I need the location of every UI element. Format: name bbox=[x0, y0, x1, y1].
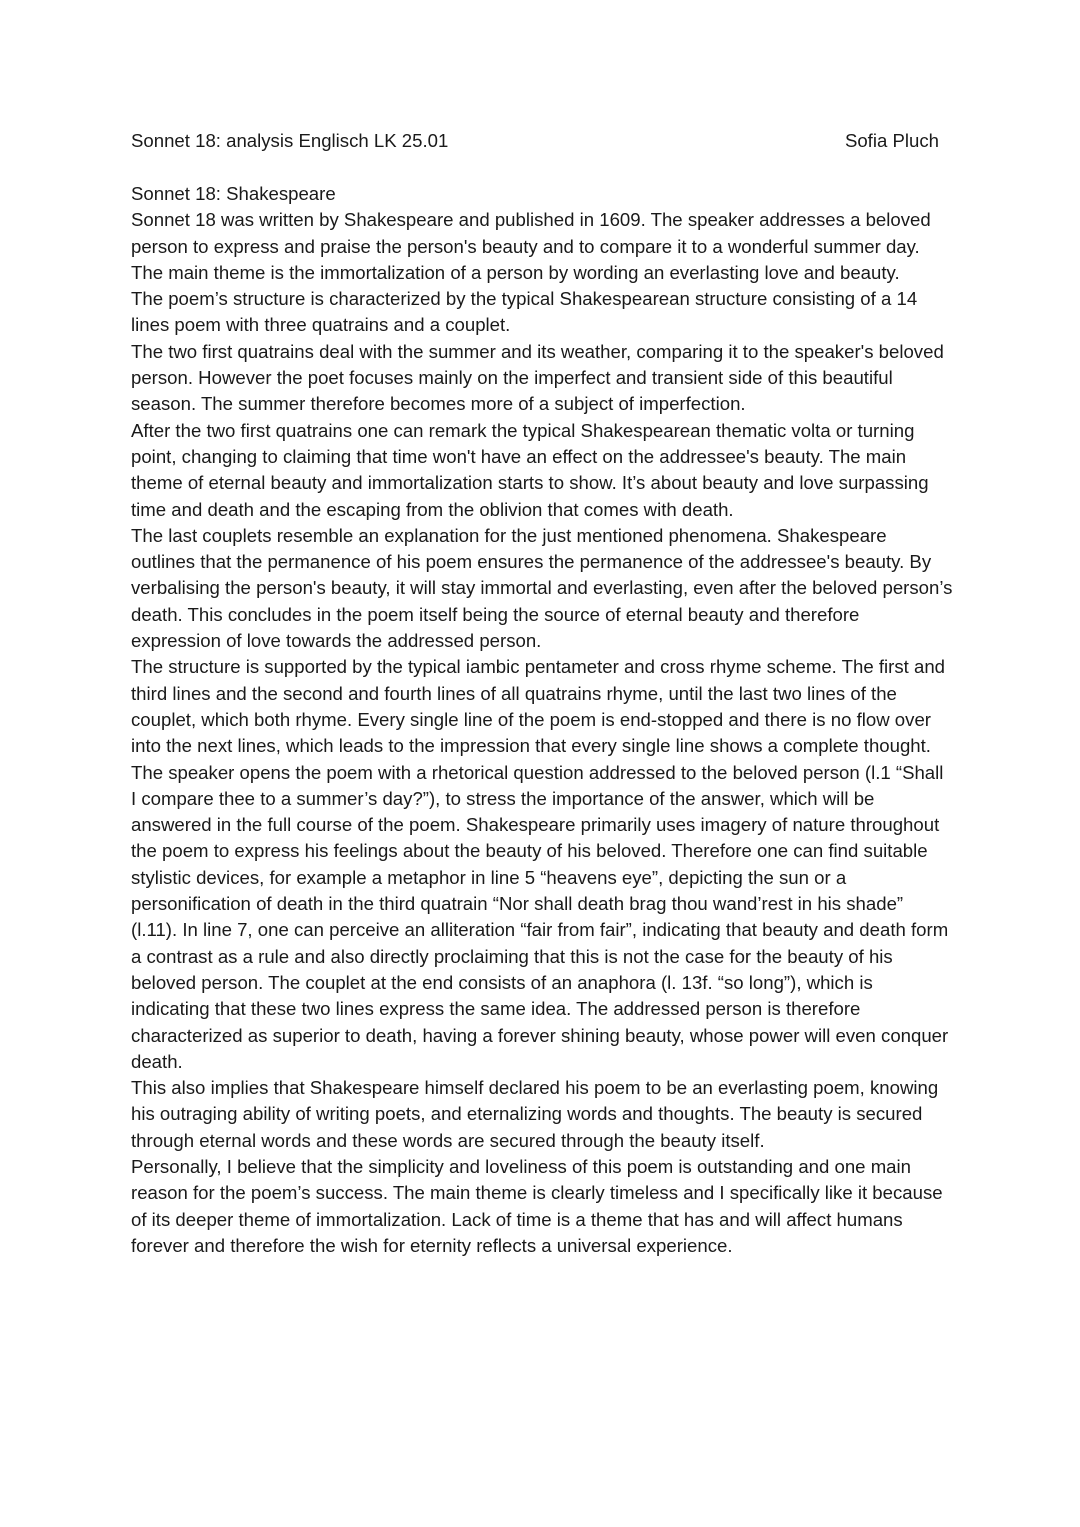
document-body bbox=[131, 181, 953, 1259]
header-author-name: Sofia Pluch bbox=[844, 130, 939, 151]
paragraph-introduction: Sonnet 18 was written by Shakespeare and published in 1609. The speaker addresses a beloved person to express and praise the person's beauty and to compare it to a wonderful summer day. The main theme is the immortalization of a person by wording an everlasting love and beauty. bbox=[131, 209, 931, 283]
paragraph-personal-opinion: Personally, I believe that the simplicity and loveliness of this poem is outstanding and one main reason for the poem’s success. The main theme is clearly timeless and I specifically like it because of its deeper theme of immortalization. Lack of time is a theme that has and will affect humans forever and therefore the wish for eternity reflects a universal experience. bbox=[131, 1155, 943, 1256]
paragraph-structure: The poem’s structure is characterized by the typical Shakespearean structure consisting of a 14 lines poem with three quatrains and a couplet. bbox=[131, 288, 918, 336]
paragraph-couplet: The last couplets resemble an explanation for the just mentioned phenomena. Shakespeare outlines that the permanence of his poem ensures the permanence of the addressee's beauty. By verbalising the person's beauty, it will stay immortal and everlasting, even after the beloved person’s death. This concludes in the poem itself being the source of eternal beauty and therefore expression of love towards the addressed person. bbox=[131, 524, 953, 652]
paragraph-everlasting-poem: This also implies that Shakespeare himself declared his poem to be an everlasting poem, knowing his outraging ability of writing poets, and eternalizing words and thoughts. The beauty is secured through eternal words and these words are secured through the beauty itself. bbox=[131, 1077, 939, 1151]
document-title: Sonnet 18: Shakespeare bbox=[131, 183, 336, 204]
header-course-info: Sonnet 18: analysis Englisch LK 25.01 bbox=[131, 130, 449, 151]
paragraph-quatrains: The two first quatrains deal with the summer and its weather, comparing it to the speaker's beloved person. However the poet focuses mainly on the imperfect and transient side of this beautiful season. The summer therefore becomes more of a subject of imperfection. bbox=[131, 340, 944, 415]
paragraph-volta: After the two first quatrains one can remark the typical Shakespearean thematic volta or turning point, changing to claiming that time won't have an effect on the addressee's beauty. The main theme of eternal beauty and immortalization starts to show. It’s about beauty and love surpassing time and death and the escaping from the oblivion that comes with death. bbox=[131, 419, 929, 520]
page-header bbox=[131, 129, 939, 153]
paragraph-stylistic-devices: The speaker opens the poem with a rhetorical question addressed to the beloved person (l.1 “Shall I compare thee to a summer’s day?”), to stress the importance of the answer, which will be answered in the full course of the poem. Shakespeare primarily uses imagery of nature throughout the poem to express his feelings about the beauty of his beloved. Therefore one can find suitable stylistic devices, for example a metaphor in line 5 “heavens eye”, depicting the sun or a personification of death in the third quatrain “Nor shall death brag thou wand’rest in his shade” (l.11). In line 7, one can perceive an alliteration “fair from fair”, indicating that beauty and death form a contrast as a rule and also directly proclaiming that this is not the case for the beauty of his beloved person. The couplet at the end consists of an anaphora (l. 13f. “so long”), which is indicating that these two lines express the same idea. The addressed person is therefore characterized as superior to death, having a forever shining beauty, whose power will even conquer death. bbox=[131, 761, 949, 1072]
paragraph-meter-rhyme: The structure is supported by the typical iambic pentameter and cross rhyme scheme. The first and third lines and the second and fourth lines of all quatrains rhyme, until the last two lines of the couplet, which both rhyme. Every single line of the poem is end-stopped and there is no flow over into the next lines, which leads to the impression that every single line shows a complete thought. bbox=[131, 656, 946, 757]
